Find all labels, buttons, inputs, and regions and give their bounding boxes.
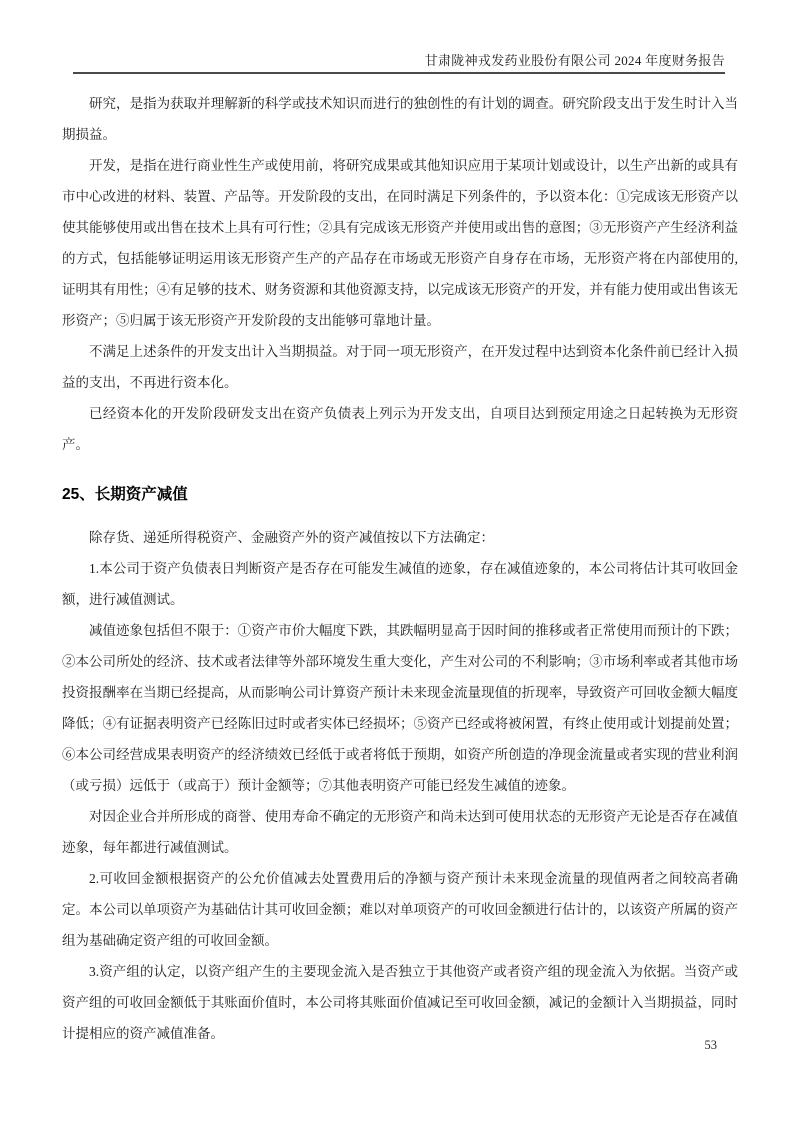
paragraph-impairment-test: 1.本公司于资产负债表日判断资产是否存在可能发生减值的迹象，存在减值迹象的，本公司将估计其可收回金额，进行减值测试。 (62, 561, 738, 607)
paragraph-goodwill-annual-test: 对因企业合并所形成的商誉、使用寿命不确定的无形资产和尚未达到可使用状态的无形资产无论是否存在减值迹象，每年都进行减值测试。 (62, 809, 738, 855)
paragraph-impairment-indicators: 减值迹象包括但不限于：①资产市价大幅度下跌，其跌幅明显高于因时间的推移或者正常使用而预计的下跌；②本公司所处的经济、技术或者法律等外部环境发生重大变化，产生对公司的不利影响；③市场利率或者其他市场投资报酬率在当期已经提高，从而影响公司计算资产预计未来现金流量现值的折现率，导致资产可回收金额大幅度降低；④有证据表明资产已经陈旧过时或者实体已经损坏；⑤资产已经或将被闲置，有终止使用或计划提前处置；⑥本公司经营成果表明资产的经济绩效已经低于或者将低于预期，如资产所创造的净现金流量或者实现的营业利润（或亏损）远低于（或高于）预计金额等；⑦其他表明资产可能已经发生减值的迹象。 (62, 623, 738, 793)
document-body (62, 88, 738, 1049)
paragraph-research-definition: 研究，是指为获取并理解新的科学或技术知识而进行的独创性的有计划的调查。研究阶段支出于发生时计入当期损益。 (62, 96, 738, 142)
paragraph-recoverable-amount: 2.可收回金额根据资产的公允价值减去处置费用后的净额与资产预计未来现金流量的现值两者之间较高者确定。本公司以单项资产为基础估计其可收回金额；难以对单项资产的可收回金额进行估计的，以该资产所属的资产组为基础确定资产组的可收回金额。 (62, 871, 738, 948)
page-header-title: 甘肃陇神戎发药业股份有限公司 2024 年度财务报告 (424, 53, 725, 68)
page-number: 53 (704, 1038, 717, 1052)
paragraph-impairment-scope: 除存货、递延所得税资产、金融资产外的资产减值按以下方法确定： (89, 530, 494, 545)
paragraph-development-expense-to-losses: 不满足上述条件的开发支出计入当期损益。对于同一项无形资产，在开发过程中达到资本化条件前已经计入损益的支出，不再进行资本化。 (62, 344, 738, 390)
paragraph-development-definition: 开发，是指在进行商业性生产或使用前，将研究成果或其他知识应用于某项计划或设计，以生产出新的或具有市中心改进的材料、装置、产品等。开发阶段的支出，在同时满足下列条件的，予以资本化：①完成该无形资产以使其能够使用或出售在技术上具有可行性；②具有完成该无形资产并使用或出售的意图；③无形资产产生经济利益的方式，包括能够证明运用该无形资产生产的产品存在市场或无形资产自身存在市场，无形资产将在内部使用的,证明其有用性；④有足够的技术、财务资源和其他资源支持，以完成该无形资产的开发，并有能力使用或出售该无形资产；⑤归属于该无形资产开发阶段的支出能够可靠地计量。 (62, 158, 738, 328)
paragraph-capitalized-development: 已经资本化的开发阶段研发支出在资产负债表上列示为开发支出，自项目达到预定用途之日起转换为无形资产。 (62, 406, 738, 452)
paragraph-asset-group-recognition: 3.资产组的认定，以资产组产生的主要现金流入是否独立于其他资产或者资产组的现金流入为依据。当资产或资产组的可收回金额低于其账面价值时，本公司将其账面价值减记至可收回金额，减记的金额计入当期损益，同时计提相应的资产减值准备。 (62, 964, 738, 1041)
section-heading-25-long-term-asset-impairment: 25、长期资产减值 (62, 486, 188, 503)
header-divider (73, 72, 725, 74)
